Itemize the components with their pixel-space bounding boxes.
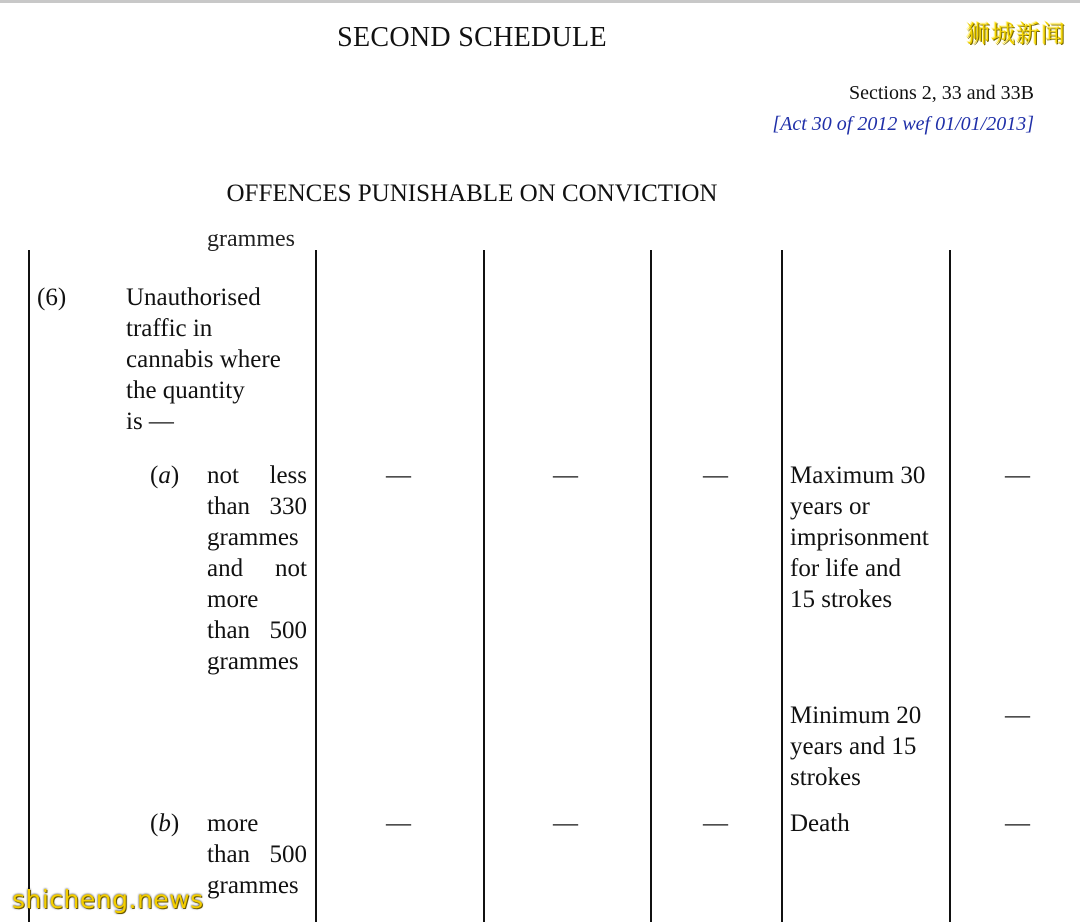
sub-a-maximum-punishment: Maximum 30 years or imprisonment for life and 15 strokes — [790, 462, 929, 613]
sub-item-a-letter: a — [158, 462, 171, 489]
sub-a-col2-dash: — — [386, 462, 411, 489]
description-line: traffic in — [126, 315, 213, 342]
item-number: (6) — [37, 284, 67, 311]
sub-a-line: than 330 — [207, 493, 307, 520]
top-border — [0, 0, 1080, 3]
watermark-chinese: 狮城新闻 — [966, 20, 1066, 48]
sub-item-a-label: (a) — [150, 462, 180, 489]
description-line: the quantity — [126, 377, 245, 404]
table-rule-left — [28, 250, 30, 922]
description-line: cannabis where — [126, 346, 281, 373]
description-line: is — — [126, 408, 174, 435]
sub-a-line: not less — [207, 462, 307, 489]
sub-b-col6-dash: — — [1005, 810, 1030, 837]
sub-a-min-col6-dash: — — [1005, 702, 1030, 729]
table-rule-col1 — [315, 250, 317, 922]
sub-b-line: more — [207, 810, 259, 837]
sub-a-line: grammes — [207, 648, 299, 675]
description-line: Unauthorised — [126, 284, 261, 311]
amendment-reference[interactable]: [Act 30 of 2012 wef 01/01/2013] — [772, 113, 1034, 135]
sub-b-col3-dash: — — [553, 810, 578, 837]
sub-b-punishment: Death — [790, 810, 850, 837]
sub-b-line: than 500 — [207, 841, 307, 868]
sub-b-col4-dash: — — [703, 810, 728, 837]
item-description — [126, 282, 306, 437]
previous-row-fragment: grammes — [207, 234, 295, 252]
sub-b-col2-dash: — — [386, 810, 411, 837]
sub-a-line: more — [207, 586, 259, 613]
sub-a-col4-dash: — — [703, 462, 728, 489]
sub-a-line: grammes — [207, 524, 299, 551]
schedule-title: SECOND SCHEDULE — [337, 22, 607, 53]
sub-item-b-text — [207, 808, 307, 901]
sub-a-line: than 500 — [207, 617, 307, 644]
sub-a-max-col6-dash: — — [1005, 462, 1030, 489]
sub-item-a-text — [207, 460, 307, 677]
watermark-english: shicheng.news — [12, 885, 204, 914]
sub-item-b-label: (b) — [150, 810, 180, 837]
table-heading: OFFENCES PUNISHABLE ON CONVICTION — [226, 180, 718, 207]
table-rule-col2 — [483, 250, 485, 922]
table-rule-col3 — [650, 250, 652, 922]
sub-a-line: and not — [207, 555, 307, 582]
sections-reference: Sections 2, 33 and 33B — [849, 82, 1034, 104]
sub-a-col3-dash: — — [553, 462, 578, 489]
sub-a-minimum-punishment: Minimum 20 years and 15 strokes — [790, 702, 922, 791]
table-rule-col5 — [949, 250, 951, 922]
sub-item-b-letter: b — [158, 810, 171, 837]
table-rule-col4 — [781, 250, 783, 922]
sub-b-line: grammes — [207, 872, 299, 899]
